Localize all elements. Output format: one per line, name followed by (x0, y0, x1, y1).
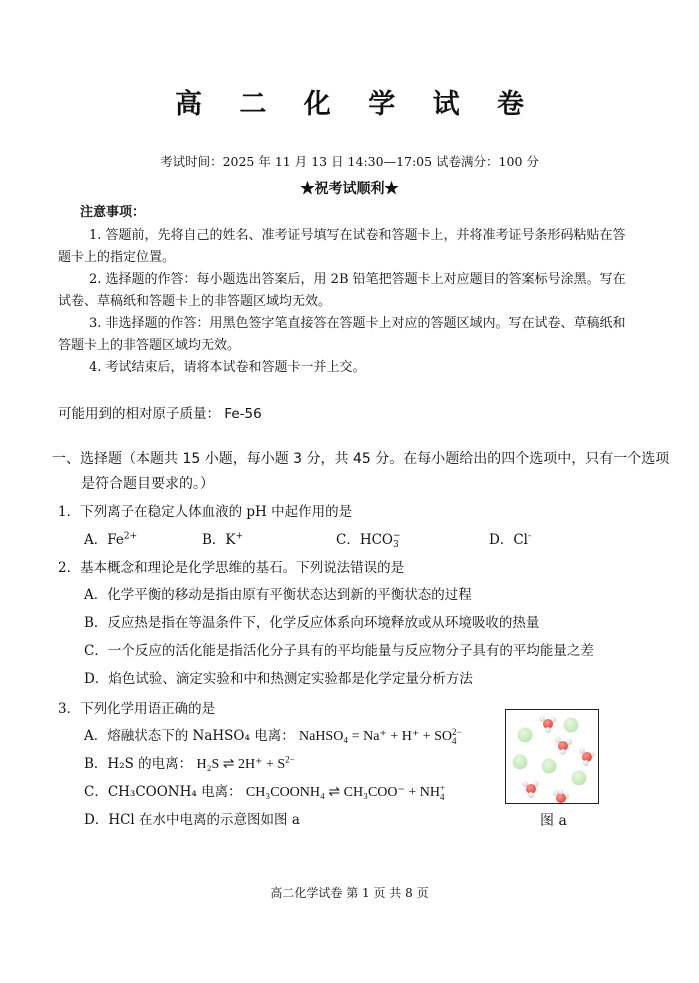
chloride-ion (564, 718, 579, 733)
q3-a-equation: NaHSO₄ = Na⁺ + H⁺ + SO2− 4 (299, 726, 462, 746)
exam-wish: ★祝考试顺利★ (300, 181, 399, 197)
note-2a: 2. 选择题的作答：每小题选出答案后，用 2B 铅笔把答题卡上对应题目的答案标号涂黑。写在 (89, 272, 626, 287)
q3-option-a: A．熔融状态下的 NaHSO₄ 电离： NaHSO₄ = Na⁺ + H⁺ + SO2− 4 (84, 726, 462, 746)
q3-c-equation: CH₃COONH₄ ⇌ CH₃COO⁻ + NH+ 4 (245, 782, 446, 802)
note-3a: 3. 非选择题的作答：用黑色签字笔直接答在答题卡上对应的答题区域内。写在试卷、草稿纸和 (89, 316, 626, 331)
note-1a: 1. 答题前，先将自己的姓名、准考证号填写在试卷和答题卡上，并将准考证号条形码粘贴在答 (89, 228, 626, 243)
chloride-ion (572, 771, 587, 786)
chloride-ion (518, 728, 533, 743)
page-footer: 高二化学试卷 第 1 页 共 8 页 (270, 886, 429, 900)
hydronium-molecule (553, 790, 569, 804)
q2-option-c: C．一个反应的活化能是指活化分子具有的平均能量与反应物分子具有的平均能量之差 (84, 643, 594, 659)
hydronium-molecule (555, 737, 572, 755)
hydronium-molecule (522, 781, 539, 798)
q3-option-c: C．CH₃COONH₄ 电离： CH₃COONH₄ ⇌ CH₃COO⁻ + NH+ 4 (84, 782, 446, 802)
q3-stem: 3．下列化学用语正确的是 (58, 701, 216, 717)
q2-option-b: B．反应热是指在等温条件下，化学反应体系向环境释放或从环境吸收的热量 (84, 615, 540, 631)
q1-option-d: D．Cl- (489, 531, 532, 548)
note-2b: 试卷、草稿纸和答题卡上的非答题区域均无效。 (58, 294, 332, 309)
note-4: 4. 考试结束后，请将本试卷和答题卡一并上交。 (89, 360, 366, 375)
q3-option-b: B．H₂S 的电离： H₂S ⇌ $2H^+ + S^{2-}$ (84, 754, 295, 772)
q3-b-equation: H₂S ⇌ $2H^+ + S^{2-}$ (196, 754, 295, 772)
figure-a-molecules (506, 710, 598, 803)
q1-option-a: A．$Fe^{2+}$ (84, 531, 138, 548)
q2-option-d: D．焰色试验、滴定实验和中和热测定实验都是化学定量分析方法 (84, 671, 473, 687)
q3-option-d: D．HCl 在水中电离的示意图如图 a (84, 812, 300, 828)
q1-stem: 1．下列离子在稳定人体血液的 pH 中起作用的是 (58, 504, 353, 520)
figure-a-caption: 图 a (540, 813, 567, 829)
chloride-ion (513, 755, 528, 770)
section1-line1: 一、选择题（本题共 15 小题，每小题 3 分，共 45 分。在每小题给出的四个选项中，只有一个选项 (52, 451, 670, 467)
section1-line2: 是符合题目要求的。） (81, 476, 214, 492)
note-1b: 题卡上的指定位置。 (58, 250, 176, 265)
hydronium-molecule (579, 748, 595, 766)
hydronium-molecule (539, 716, 556, 733)
atomic-mass-line: 可能用到的相对原子质量： Fe-56 (58, 406, 262, 422)
note-3b: 答题卡上的非答题区域均无效。 (58, 338, 241, 353)
q2-option-a: A．化学平衡的移动是指由原有平衡状态达到新的平衡状态的过程 (84, 587, 472, 603)
figure-a-hcl-ionization (505, 709, 599, 804)
q1-option-b: B．K+ (202, 531, 244, 548)
chloride-ion (542, 759, 557, 774)
q2-stem: 2．基本概念和理论是化学思维的基石。下列说法错误的是 (58, 560, 405, 576)
q1-option-c: C．HCO− 3 (336, 530, 401, 550)
exam-title: 高 二 化 学 试 卷 (175, 89, 538, 120)
exam-info: 考试时间：2025 年 11 月 13 日 14:30—17:05 试卷满分：100 分 (160, 154, 539, 169)
notes-heading: 注意事项： (80, 205, 146, 220)
